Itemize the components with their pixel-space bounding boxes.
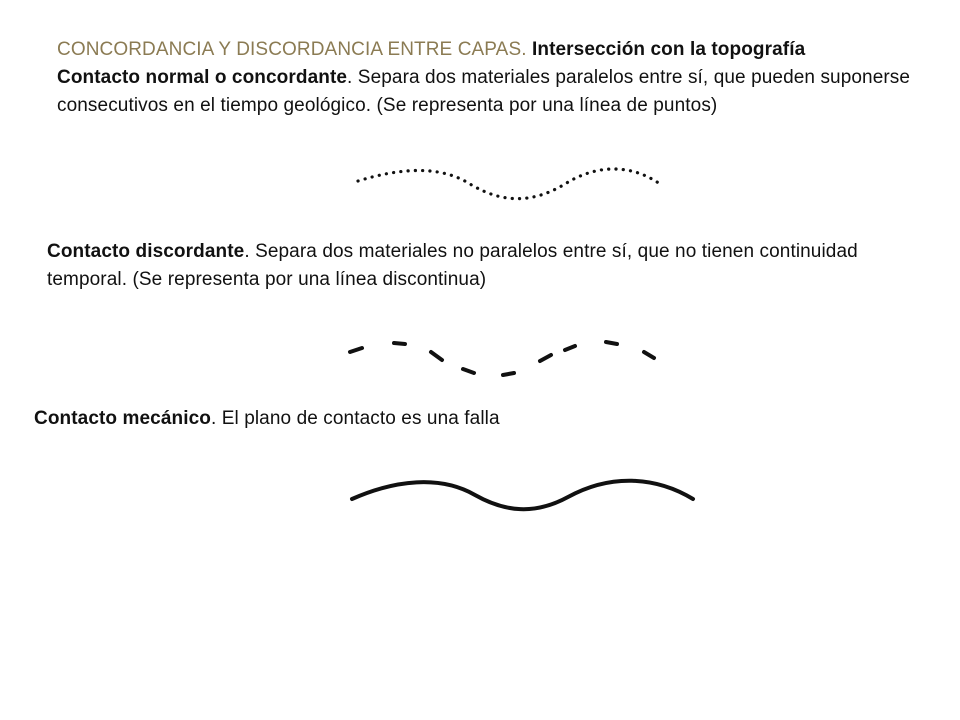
normal-contact-description: . Separa dos materiales paralelos entre sí, que pueden suponerse consecutivos en el tiempo geológico. (Se representa por una línea de puntos) xyxy=(57,67,911,116)
section-heading: CONCORDANCIA Y DISCORDANCIA ENTRE CAPAS. xyxy=(57,39,527,60)
discordant-contact-description: . Separa dos materiales no paralelos entre sí, que no tienen continuidad temporal. (Se representa por una línea discontinua) xyxy=(47,241,858,290)
mechanical-contact-term: Contacto mecánico xyxy=(34,408,211,429)
normal-contact-term: Contacto normal o concordante xyxy=(57,67,348,88)
discordant-contact-term: Contacto discordante xyxy=(47,241,245,262)
section-subheading: Intersección con la topografía xyxy=(531,39,806,60)
mechanical-contact-description: . El plano de contacto es una falla xyxy=(210,408,500,429)
